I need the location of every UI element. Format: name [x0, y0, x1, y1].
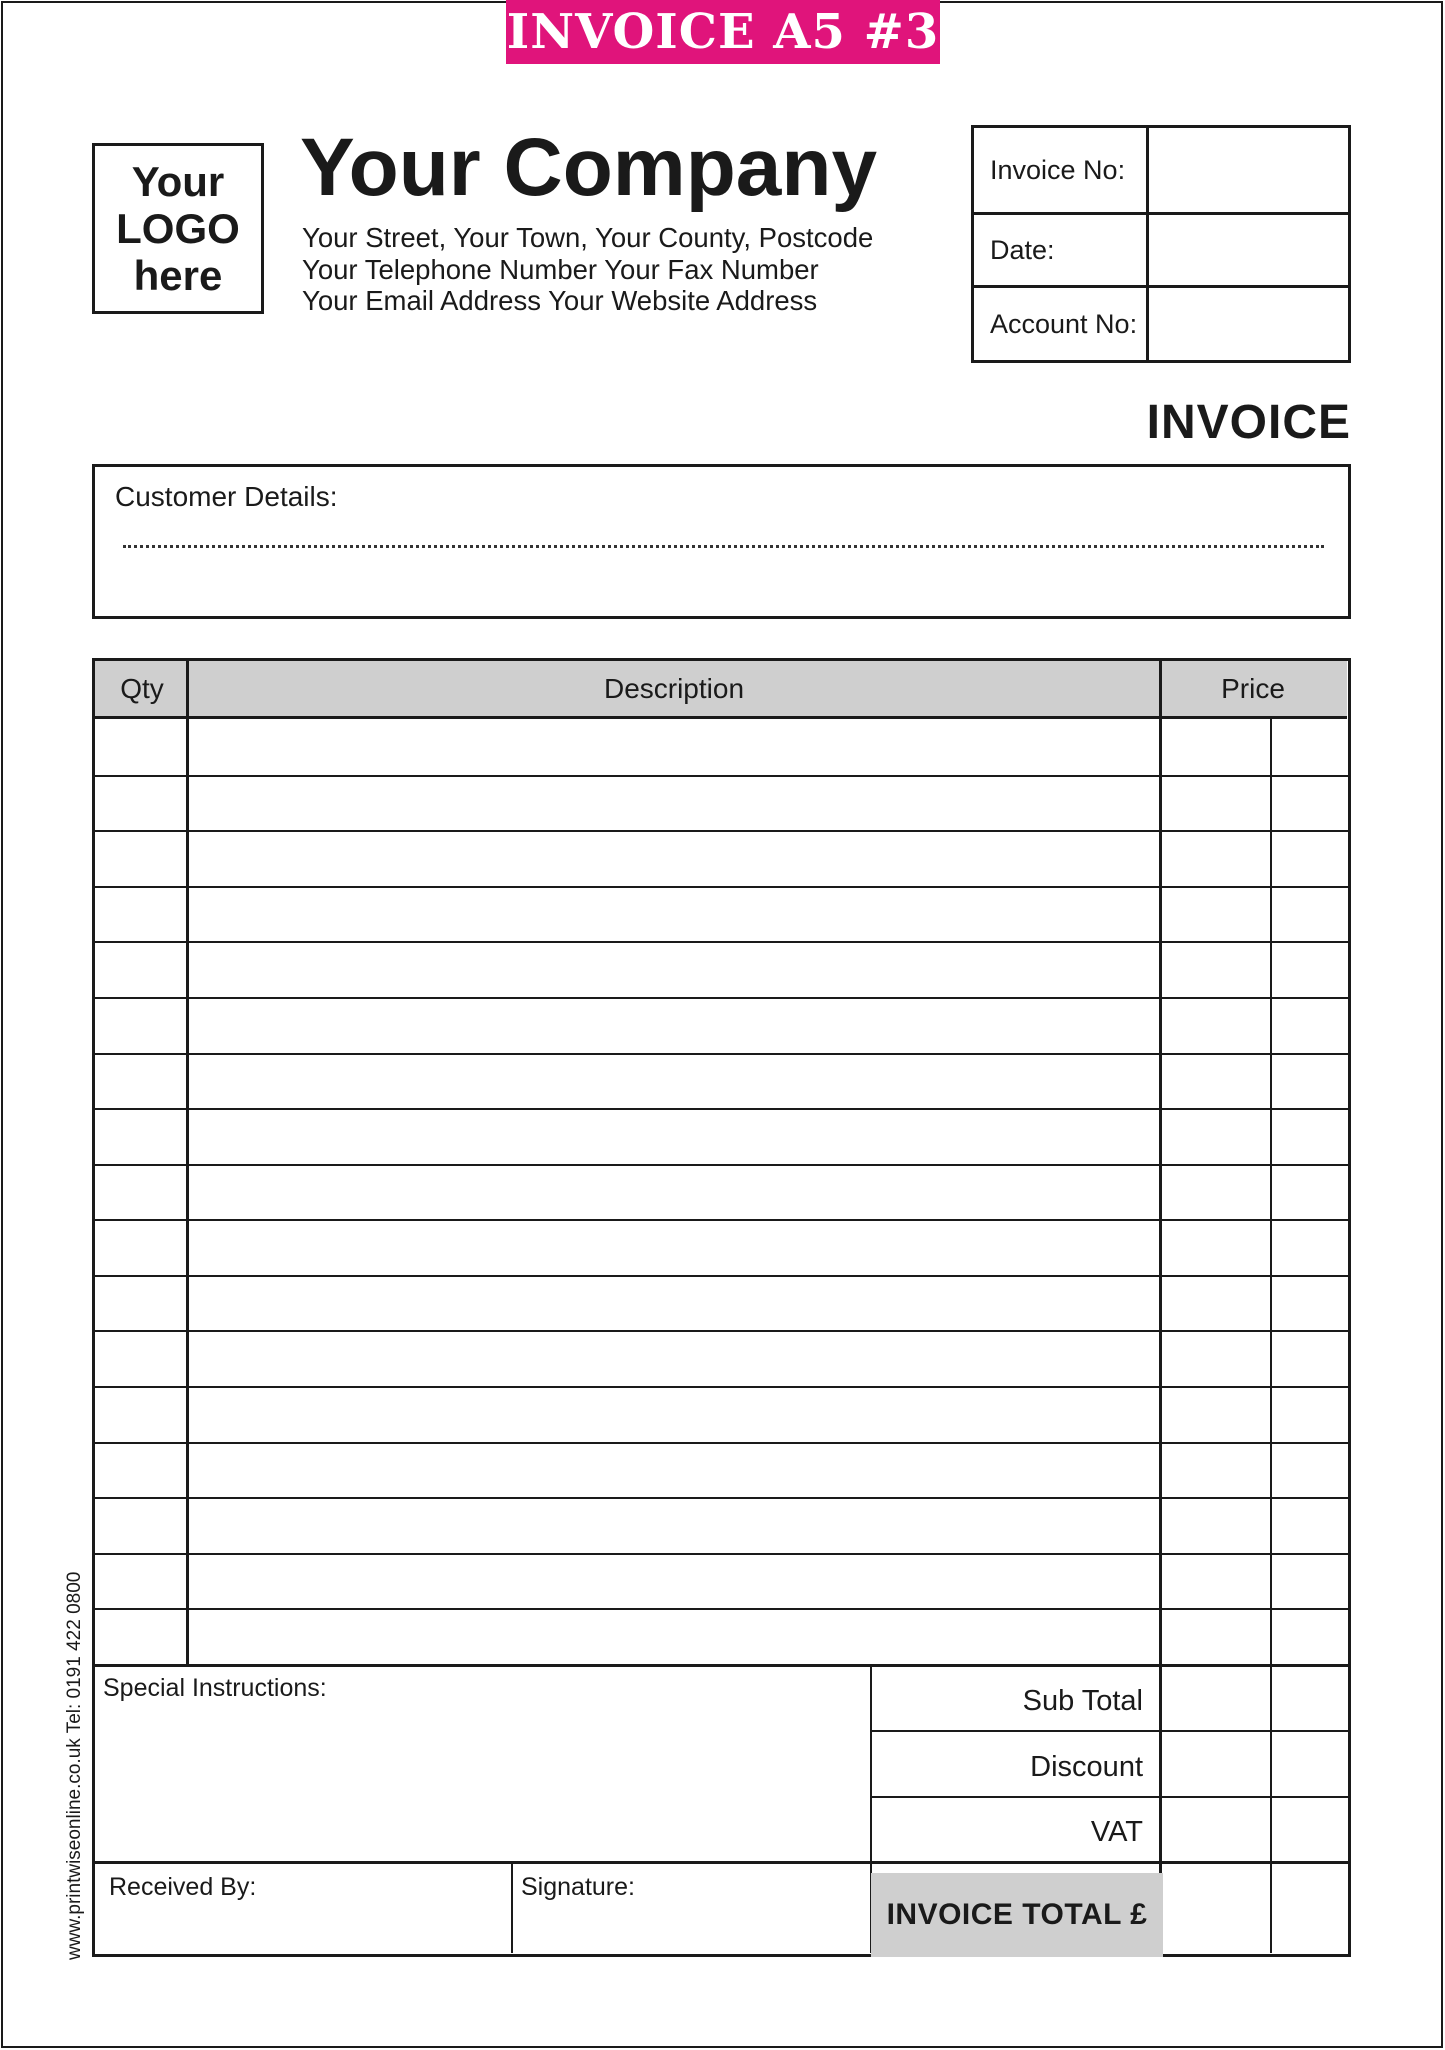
line-items-table	[92, 658, 1351, 1957]
table-row-rule	[95, 1553, 1348, 1555]
invoice-no-field[interactable]	[1149, 128, 1348, 212]
table-row-rule	[95, 775, 1348, 777]
address-line-1: Your Street, Your Town, Your County, Postcode	[302, 222, 874, 253]
special-instructions-label: Special Instructions:	[103, 1674, 327, 1702]
invoice-total-label: INVOICE TOTAL £	[871, 1873, 1163, 1957]
table-row-rule	[95, 1275, 1348, 1277]
table-row-rule	[95, 1497, 1348, 1499]
account-no-row	[974, 288, 1348, 360]
footer-top-rule	[95, 1861, 1348, 1864]
table-row-rule	[95, 1608, 1348, 1610]
table-row-rule	[95, 997, 1348, 999]
address-line-2: Your Telephone Number Your Fax Number	[302, 253, 819, 285]
customer-details-box[interactable]	[92, 464, 1351, 619]
sub-total-label: Sub Total	[1022, 1685, 1143, 1717]
logo-line-1: Your	[131, 158, 225, 205]
qty-header-divider	[186, 661, 189, 719]
table-row-rule	[95, 1164, 1348, 1166]
price-header: Price	[1159, 661, 1347, 719]
table-row-rule	[95, 1219, 1348, 1221]
logo-placeholder	[92, 143, 264, 314]
account-no-label: Account No:	[974, 288, 1149, 360]
printer-contact-text: www.printwiseonline.co.uk Tel: 0191 422 0800	[64, 1571, 85, 1960]
table-row-rule	[95, 1053, 1348, 1055]
date-field[interactable]	[1149, 215, 1348, 285]
table-row-rule	[95, 1108, 1348, 1110]
logo-line-2: LOGO	[116, 205, 240, 252]
table-row-rule	[95, 1386, 1348, 1388]
price-column-divider	[1159, 719, 1162, 1664]
customer-details-label: Customer Details:	[115, 481, 338, 512]
invoice-meta-box	[971, 125, 1351, 363]
subtotal-rule	[870, 1730, 1348, 1732]
totals-pence-divider	[1270, 1664, 1272, 1953]
invoice-no-row	[974, 128, 1348, 215]
description-header: Description	[189, 661, 1159, 719]
discount-label: Discount	[1030, 1751, 1143, 1783]
date-row	[974, 215, 1348, 288]
table-row-rule	[95, 941, 1348, 943]
table-row-rule	[95, 886, 1348, 888]
form-title-banner: INVOICE A5 #3	[506, 0, 940, 64]
invoice-no-label: Invoice No:	[974, 128, 1149, 212]
customer-dotted-line	[123, 545, 1324, 548]
date-label: Date:	[974, 215, 1149, 285]
received-by-label: Received By:	[109, 1873, 257, 1901]
company-address	[302, 222, 873, 317]
qty-header: Qty	[95, 661, 189, 719]
qty-column-divider	[186, 719, 189, 1664]
table-row-rule	[95, 1330, 1348, 1332]
signature-divider	[511, 1861, 513, 1953]
vat-label: VAT	[1090, 1816, 1143, 1848]
discount-rule	[870, 1796, 1348, 1798]
address-line-3: Your Email Address Your Website Address	[302, 285, 818, 316]
table-row-rule	[95, 830, 1348, 832]
table-row-rule	[95, 1442, 1348, 1444]
pence-column-divider	[1270, 719, 1272, 1664]
company-name: Your Company	[300, 122, 878, 213]
signature-label: Signature:	[521, 1873, 635, 1901]
invoice-heading: INVOICE	[1146, 396, 1351, 449]
logo-line-3: here	[133, 252, 223, 299]
account-no-field[interactable]	[1149, 288, 1348, 360]
price-header-divider	[1159, 661, 1162, 719]
